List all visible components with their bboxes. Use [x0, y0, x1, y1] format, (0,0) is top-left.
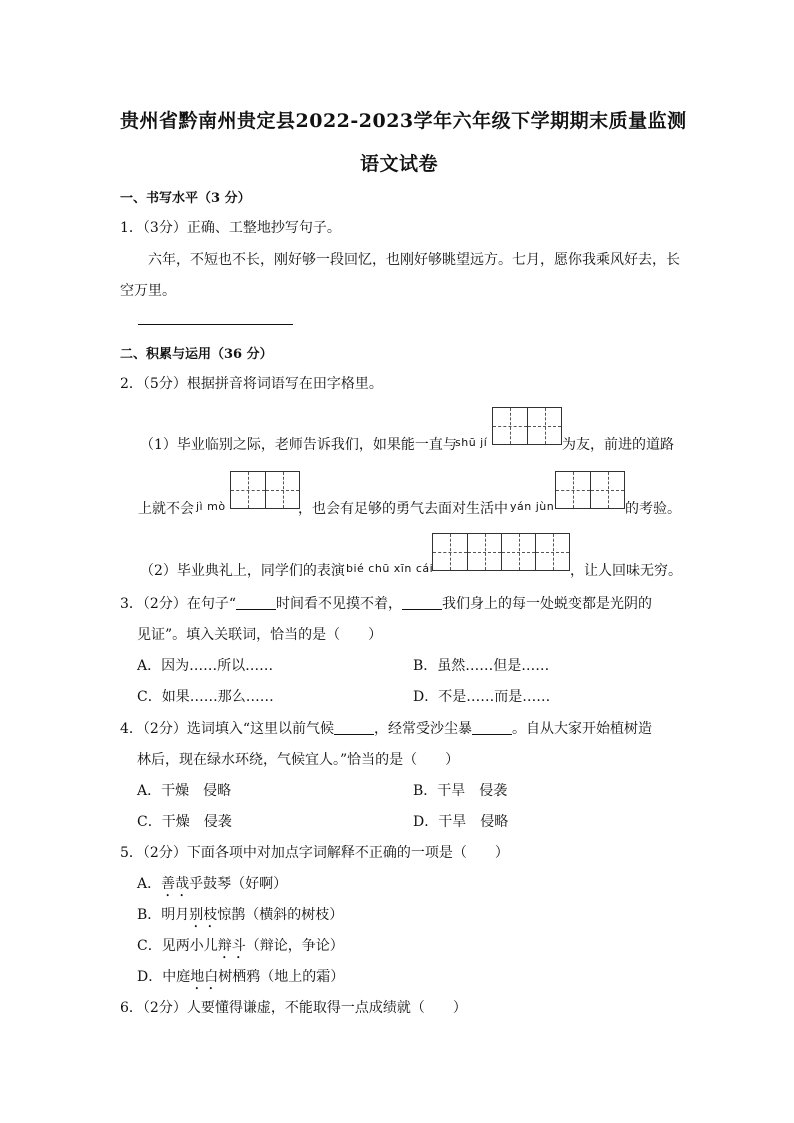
q5-option-d[interactable] — [137, 966, 344, 993]
q5-option-label: A． — [137, 876, 162, 892]
q5-option-text: （辩论，争论） — [245, 938, 344, 954]
q3-stem-c: 我们身上的每一处蜕变都是光阴的 — [441, 596, 652, 612]
grid-cell[interactable] — [231, 472, 265, 508]
grid-cell[interactable] — [501, 534, 535, 570]
q2-stem: 2．（5分）根据拼音将词语写在田字格里。 — [120, 376, 383, 392]
grid-cell[interactable] — [535, 534, 569, 570]
q5-option-text: 见两小儿 — [161, 938, 218, 954]
q5-option-text: 中庭 — [162, 969, 191, 985]
section2-heading: 二、积累与运用（36 分） — [120, 347, 273, 362]
q2-part1-text-b: 为友，前进的道路 — [562, 437, 674, 453]
q1-stem: 1．（3分）正确、工整地抄写句子。 — [120, 220, 341, 236]
q4-stem-c: 。自从大家开始植树造 — [511, 721, 652, 737]
q3-option-c[interactable]: C．如果……那么…… — [137, 689, 274, 705]
q4-option-a[interactable]: A．干燥 侵略 — [137, 783, 232, 799]
q3-option-b[interactable]: B．虽然……但是…… — [413, 658, 550, 674]
q4-blank-1[interactable] — [334, 720, 374, 735]
section1-heading: 一、书写水平（3 分） — [120, 191, 251, 206]
q4-stem-line1 — [120, 718, 652, 738]
q5-option-label: D． — [137, 969, 163, 985]
q5-stem: 5．（2分）下面各项中对加点字词解释不正确的一项是（ ） — [120, 845, 509, 861]
q2-part1-text-c: 上就不会 — [138, 501, 194, 517]
q2-part2-text-a: （2）毕业典礼上，同学们的表演 — [140, 563, 345, 579]
grid-shuji[interactable] — [492, 407, 562, 445]
q1-answer-line[interactable] — [138, 324, 293, 325]
q3-stem-b: 时间看不见摸不着， — [275, 596, 402, 612]
exam-title-line2: 语文试卷 — [360, 153, 439, 175]
exam-title-line1: 贵州省黔南州贵定县2022-2023学年六年级下学期期末质量监测 — [120, 110, 687, 132]
q5-option-b[interactable] — [137, 904, 343, 931]
q5-dotted-word: 辩斗 — [217, 938, 246, 954]
q5-dotted-word: 地白 — [190, 969, 219, 985]
q2-part2-text-b: ，让人回味无穷。 — [570, 563, 682, 579]
q3-option-a[interactable]: A．因为……所以…… — [137, 658, 274, 674]
grid-jimo[interactable] — [230, 471, 300, 509]
q3-blank-1[interactable] — [236, 595, 276, 610]
q5-dotted-word: 别枝 — [189, 907, 218, 923]
q3-stem-line1 — [120, 593, 652, 613]
pinyin-yanjun: yán jùn — [510, 500, 555, 513]
q5-dotted-word: 善哉 — [161, 876, 190, 892]
grid-cell[interactable] — [493, 408, 527, 444]
grid-cell[interactable] — [590, 472, 624, 508]
q3-blank-2[interactable] — [402, 595, 442, 610]
q5-option-text: 树栖鸦（地上的霜） — [218, 969, 345, 985]
q1-passage-line2: 空万里。 — [120, 283, 176, 299]
grid-cell[interactable] — [467, 534, 501, 570]
q5-option-text: 明月 — [161, 907, 190, 923]
q5-option-label: B． — [137, 907, 162, 923]
q3-stem-line2: 见证”。填入关联词，恰当的是（ ） — [137, 627, 383, 643]
q2-part1-text-d: ，也会有足够的勇气去面对生活中 — [298, 501, 508, 517]
q5-option-text: 乎鼓琴（好啊） — [189, 876, 288, 892]
grid-cell[interactable] — [265, 472, 299, 508]
q4-blank-2[interactable] — [472, 720, 512, 735]
grid-yanjun[interactable] — [555, 471, 625, 509]
q4-option-d[interactable]: D．干旱 侵略 — [413, 814, 509, 830]
pinyin-biechuxincai: bié chū xīn cái — [346, 562, 434, 575]
q6-stem: 6．（2分）人要懂得谦虚，不能取得一点成绩就（ ） — [120, 1000, 467, 1016]
q4-option-c[interactable]: C．干燥 侵袭 — [137, 814, 232, 830]
grid-cell[interactable] — [527, 408, 561, 444]
grid-cell[interactable] — [556, 472, 590, 508]
q5-option-a[interactable] — [137, 873, 287, 900]
q3-option-d[interactable]: D．不是……而是…… — [413, 689, 551, 705]
q4-stem-b: ，经常受沙尘暴 — [373, 721, 472, 737]
pinyin-shuji: shū jí — [455, 436, 488, 449]
pinyin-jimo: jì mò — [196, 500, 226, 513]
q4-stem-a: 4．（2分）选词填入“这里以前气候 — [120, 721, 334, 737]
grid-biechuxincai[interactable] — [432, 533, 570, 571]
q2-part1-text-a: （1）毕业临别之际，老师告诉我们，如果能一直与 — [140, 437, 457, 453]
q4-option-b[interactable]: B．干旱 侵袭 — [413, 783, 508, 799]
q1-passage-line1: 六年，不短也不长，刚好够一段回忆，也刚好够眺望远方。七月，愿你我乘风好去，长 — [148, 252, 680, 268]
q4-stem-line2: 林后，现在绿水环绕，气候宜人。”恰当的是（ ） — [137, 752, 460, 768]
q3-stem-a: 3．（2分）在句子“ — [120, 596, 236, 612]
q5-option-label: C． — [137, 938, 162, 954]
q2-part1-text-e: 的考验。 — [625, 501, 681, 517]
q5-option-c[interactable] — [137, 935, 344, 962]
grid-cell[interactable] — [433, 534, 467, 570]
q5-option-text: 惊鹊（横斜的树枝） — [217, 907, 344, 923]
